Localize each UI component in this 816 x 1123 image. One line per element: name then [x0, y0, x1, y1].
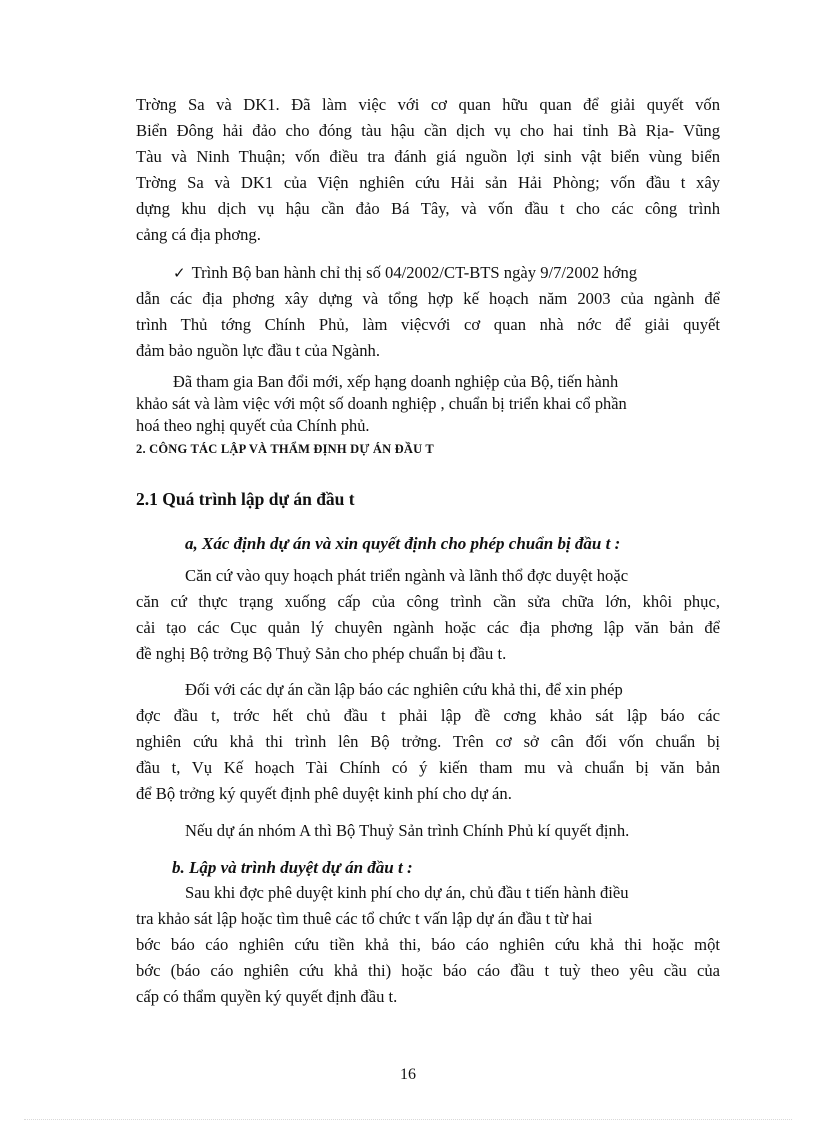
page-bottom-divider [24, 1119, 792, 1120]
section-heading: 2. CÔNG TÁC LẬP VÀ THẨM ĐỊNH DỰ ÁN ĐẦU T [136, 442, 434, 456]
paragraph-5 [136, 677, 720, 807]
subsection-heading: 2.1 Quá trình lập dự án đầu t [136, 489, 355, 509]
text-line: nghiên cứu khả thi trình lên Bộ trởng. Trên cơ sở cân đối vốn chuẩn bị [136, 732, 720, 751]
text-line: Đã tham gia Ban đổi mới, xếp hạng doanh nghiệp của Bộ, tiến hành [173, 372, 619, 391]
paragraph-1 [136, 92, 720, 248]
paragraph-4 [136, 563, 720, 667]
text-line: căn cứ thực trạng xuống cấp của công trình cần sửa chữa lớn, khôi phục, [136, 592, 720, 611]
text-line: hoá theo nghị quyết của Chính phủ. [136, 416, 370, 435]
text-line: bớc báo cáo nghiên cứu tiền khả thi, báo cáo nghiên cứu khả thi hoặc một [136, 935, 720, 954]
sub-heading-b: b. Lập và trình duyệt dự án đầu t : [172, 858, 413, 877]
text-line: đảm bảo nguồn lực đầu t của Ngành. [136, 341, 381, 360]
text-line: Trình Bộ ban hành chỉ thị số 04/2002/CT-BTS ngày 9/7/2002 hớng [191, 263, 638, 282]
sub-heading-a: a, Xác định dự án và xin quyết định cho phép chuẩn bị đầu t : [185, 534, 621, 553]
text-line-first [136, 260, 720, 286]
text-line: Biển Đông hải đảo cho đóng tàu hậu cần dịch vụ cho hai tỉnh Bà Rịa- Vũng [136, 121, 720, 140]
text-line: Căn cứ vào quy hoạch phát triển ngành và lãnh thổ đợc duyệt hoặc [185, 566, 629, 585]
text-line: tra khảo sát lập hoặc tìm thuê các tổ chức t vấn lập dự án đầu t từ hai [136, 909, 593, 928]
text-line: trình Thủ tớng Chính Phủ, làm việcvới cơ quan nhà nớc để giải quyết [136, 315, 720, 334]
text-line: khảo sát và làm việc với một số doanh nghiệp , chuẩn bị triển khai cổ phần [136, 394, 627, 413]
text-line: cảng cá địa phơng. [136, 225, 261, 244]
text-line: Tàu và Ninh Thuận; vốn điều tra đánh giá nguồn lợi sinh vật biển vùng biển [136, 147, 720, 166]
text-line: Sau khi đợc phê duyệt kinh phí cho dự án, chủ đầu t tiến hành điều [185, 883, 629, 902]
text-line: đề nghị Bộ trởng Bộ Thuỷ Sản cho phép chuẩn bị đầu t. [136, 644, 507, 663]
page-number: 16 [400, 1066, 416, 1083]
text-line: dẫn các địa phơng xây dựng và tổng hợp kế hoạch năm 2003 của ngành để [136, 289, 720, 308]
text-line: Nếu dự án nhóm A thì Bộ Thuỷ Sản trình Chính Phủ kí quyết định. [185, 821, 630, 840]
text-line: đợc đầu t, trớc hết chủ đầu t phải lập đề cơng khảo sát lập báo các [136, 706, 720, 725]
text-line: bớc (báo cáo nghiên cứu khả thi) hoặc báo cáo đầu t tuỳ theo yêu cầu của [136, 961, 720, 980]
text-line: cải tạo các Cục quản lý chuyên ngành hoặc các địa phơng lập văn bản để [136, 618, 720, 637]
text-line: cấp có thẩm quyền ký quyết định đầu t. [136, 987, 398, 1006]
text-line: Trờng Sa và DK1. Đã làm việc với cơ quan hữu quan để giải quyết vốn [136, 95, 720, 114]
text-line: Đối với các dự án cần lập báo các nghiên cứu khả thi, để xin phép [185, 680, 623, 699]
paragraph-2 [136, 260, 720, 364]
text-line: dựng khu dịch vụ hậu cần đảo Bá Tây, và vốn đầu t cho các công trình [136, 199, 720, 218]
paragraph-3 [136, 371, 720, 437]
text-line: để Bộ trởng ký quyết định phê duyệt kinh phí cho dự án. [136, 784, 512, 803]
paragraph-6 [136, 818, 720, 844]
text-line: Trờng Sa và DK1 của Viện nghiên cứu Hải sản Hải Phòng; vốn đầu t xây [136, 173, 720, 192]
paragraph-7 [136, 880, 720, 1010]
checkmark-icon: ✓ [173, 264, 186, 282]
text-line: đầu t, Vụ Kế hoạch Tài Chính có ý kiến tham mu và chuẩn bị văn bản [136, 758, 720, 777]
